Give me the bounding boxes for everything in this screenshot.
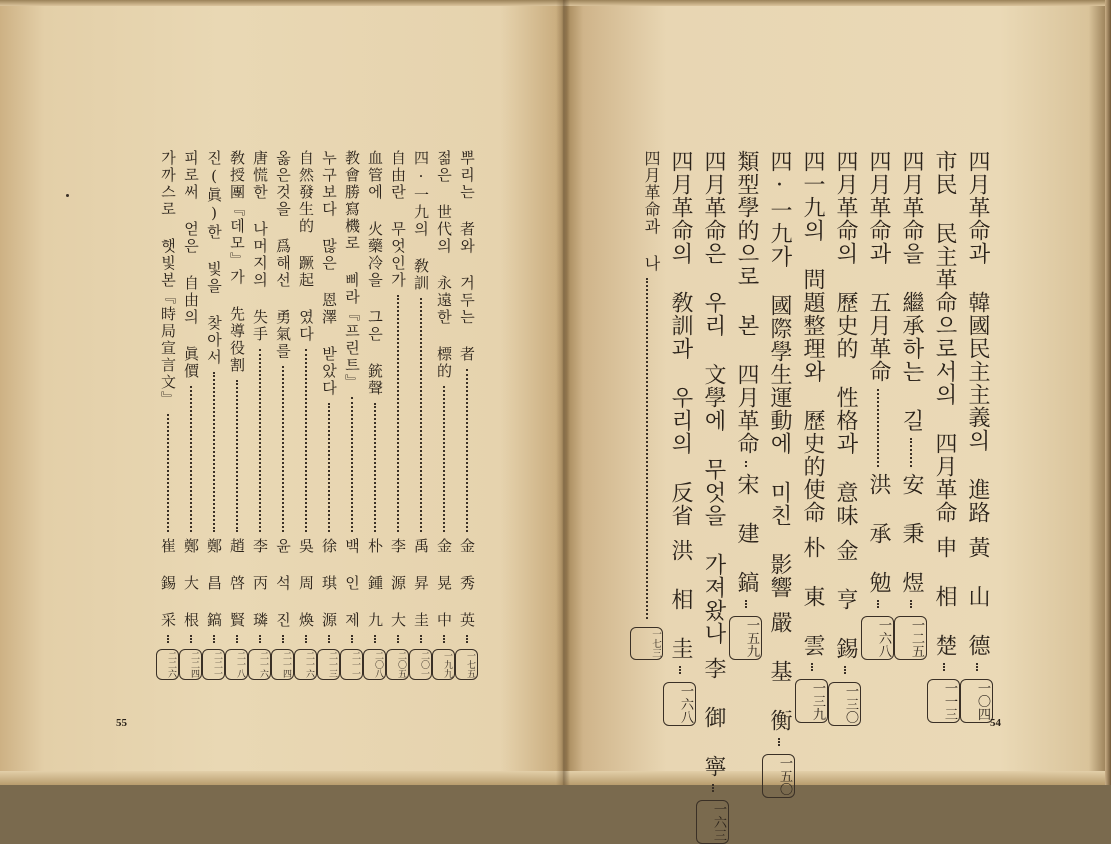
toc-entry [894,150,927,660]
entry-author: 崔 錫 采 [159,538,177,629]
entry-page: 一五〇 [762,754,795,798]
toc-entry [156,150,179,680]
entry-author: 윤 석 진 [274,538,292,629]
dot-leader [213,635,215,643]
entry-page: 二二六 [156,649,179,680]
entry-page: 一五九 [729,616,762,660]
entry-author: 鄭 昌 鎬 [205,538,223,629]
entry-author: 金 亨 錫 [833,539,858,660]
toc-entry [663,150,696,724]
dot-leader [778,738,780,746]
dot-leader [282,635,284,643]
entry-page: 二一四 [271,649,294,680]
entry-page: 一九九 [432,649,455,680]
entry-title: 市民 民主革命으로서의 四月革命 [932,150,957,524]
entry-title: 뿌리는 者와 거두는 者 [458,150,476,363]
toc-entry [363,150,386,680]
entry-title: 四月革命의 敎訓과 우리의 反省 [668,150,693,527]
dot-leader [466,635,468,643]
toc-entry [225,150,248,680]
toc-entry [455,150,478,680]
entry-author: 金 秀 英 [458,538,476,629]
entry-author: 洪 相 圭 [668,539,693,660]
dot-leader [236,635,238,643]
dot-leader [190,386,192,532]
entry-page: 二〇一 [409,649,432,680]
toc-entry [248,150,271,680]
dot-leader [943,663,945,671]
entry-author: 黃 山 德 [965,536,990,657]
toc-entry [729,150,762,660]
entry-title: 四月革命과 五月革命 [866,150,891,383]
entry-author: 李 御 寧 [701,657,726,778]
entry-title: 四月革命을 繼承하는 길 [899,150,924,432]
dot-leader [844,666,846,674]
entry-author: 禹 昇 圭 [412,538,430,629]
dot-leader [443,386,445,532]
entry-page: 二〇五 [386,649,409,680]
dot-leader [745,600,747,608]
entry-author: 徐 琪 源 [320,538,338,629]
entry-page: 二一一 [340,649,363,680]
dot-leader [397,295,399,532]
entry-page: 一七五 [455,649,478,680]
entry-title: 누구보다 많은 恩澤 받았다 [320,150,338,397]
entry-title: 四月革命과 나 [642,150,661,272]
dot-leader [910,600,912,608]
entry-page: 二二四 [179,649,202,680]
toc-entry [294,150,317,680]
entry-page: 二一六 [248,649,271,680]
dot-leader [420,298,422,532]
dot-leader [443,635,445,643]
entry-page: 一二五 [894,616,927,660]
entry-title: 四月革命은 우리 文學에 무엇을 가져왔나 [701,150,726,645]
toc-entry [317,150,340,680]
book-gutter [556,0,570,785]
dot-leader [397,635,399,643]
left-toc [156,150,478,680]
entry-author: 宋 建 鎬 [734,473,759,595]
entry-page: 一六三 [696,800,729,844]
toc-entry [386,150,409,680]
entry-page: 一六八 [663,682,696,726]
entry-title: 血管에 火藥冷을 그은 銃聲 [366,150,384,397]
entry-title: 唐慌한 나머지의 失手 [251,150,269,343]
toc-entry [696,150,729,842]
dot-leader [976,663,978,671]
dot-leader [190,635,192,643]
dot-leader [213,372,215,532]
dot-leader [745,461,747,467]
dot-leader [167,414,169,532]
toc-entry [960,150,993,721]
dot-leader [351,397,353,532]
toc-entry [927,150,960,721]
toc-entry [409,150,432,680]
entry-title: 젊은 世代의 永遠한 標的 [435,150,453,380]
toc-entry [630,150,663,660]
entry-title: 自然發生的 蹶起 였다 [297,150,315,343]
entry-author: 洪 承 勉 [866,473,891,595]
entry-author: 鄭 大 根 [182,538,200,629]
dot-leader [236,380,238,532]
entry-title: 가까스로 햇빛본『時局宣言文』 [159,150,177,408]
entry-author: 朴 鍾 九 [366,538,384,629]
entry-page: 一六八 [861,616,894,660]
page-number: 54 [990,717,1001,729]
entry-title: 피로써 얻은 自由의 眞價 [182,150,200,380]
toc-entry [179,150,202,680]
entry-author: 金 晃 中 [435,538,453,629]
entry-page: 二一六 [294,649,317,680]
dot-leader [351,635,353,643]
dot-leader [712,784,714,792]
dot-leader [646,278,648,619]
dot-leader [282,366,284,532]
entry-title: 四月革命과 韓國民主主義의 進路 [965,150,990,524]
entry-title: 自由란 무엇인가 [389,150,407,289]
toc-entry [762,150,795,796]
entry-title: 진(眞)한 빛을 찾아서 [205,150,223,366]
dot-leader [259,349,261,532]
dot-leader [374,403,376,532]
entry-title: 四一九의 問題整理와 歷史的使命 [800,150,825,524]
dot-leader [811,663,813,671]
toc-entry [861,150,894,660]
toc-entry [340,150,363,680]
entry-title: 教會勝寫機로 삐라『프린트』 [343,150,361,391]
entry-page: 一七三 [630,627,663,660]
ink-speck [66,194,69,197]
toc-entry [432,150,455,680]
toc-entry [795,150,828,721]
dot-leader [420,635,422,643]
dot-leader [877,600,879,608]
right-toc [630,150,993,842]
left-page [0,0,556,785]
dot-leader [328,403,330,532]
toc-entry [828,150,861,724]
entry-author: 朴 東 雲 [800,536,825,657]
entry-author: 趙 啓 賢 [228,538,246,629]
entry-page: 一〇四 [960,679,993,723]
dot-leader [374,635,376,643]
entry-title: 敎授團『데모』가 先導役割 [228,150,246,374]
dot-leader [259,635,261,643]
entry-page: 二〇八 [363,649,386,680]
entry-title: 四·一九의 敎訓 [412,150,430,292]
toc-entry [202,150,225,680]
dot-leader [910,438,912,467]
dot-leader [877,389,879,467]
entry-author: 安 秉 煜 [899,473,924,595]
entry-author: 李 丙 璘 [251,538,269,629]
dot-leader [466,369,468,532]
entry-title: 四·一九가 國際學生運動에 미친 影響 [767,150,792,599]
entry-page: 一三九 [795,679,828,723]
entry-author: 李 源 大 [389,538,407,629]
entry-title: 類型學的으로 본 四月革命 [734,150,759,455]
entry-author: 嚴 基 衡 [767,611,792,732]
dot-leader [328,635,330,643]
dot-leader [679,666,681,674]
right-page [570,0,1111,842]
toc-entry [271,150,294,680]
dot-leader [305,635,307,643]
entry-page: 二二一 [202,649,225,680]
entry-page: 一一三 [927,679,960,723]
entry-title: 옳은것을 爲해선 勇氣를 [274,150,292,360]
entry-author: 吳 周 煥 [297,538,315,629]
dot-leader [167,635,169,643]
entry-author: 申 相 楚 [932,536,957,657]
entry-title: 四月革命의 歷史的 性格과 意味 [833,150,858,527]
entry-author: 백 인 제 [343,538,361,629]
page-number: 55 [116,717,127,729]
entry-page: 二一八 [225,649,248,680]
dot-leader [305,349,307,532]
entry-page: 一三〇 [828,682,861,726]
entry-page: 二一三 [317,649,340,680]
